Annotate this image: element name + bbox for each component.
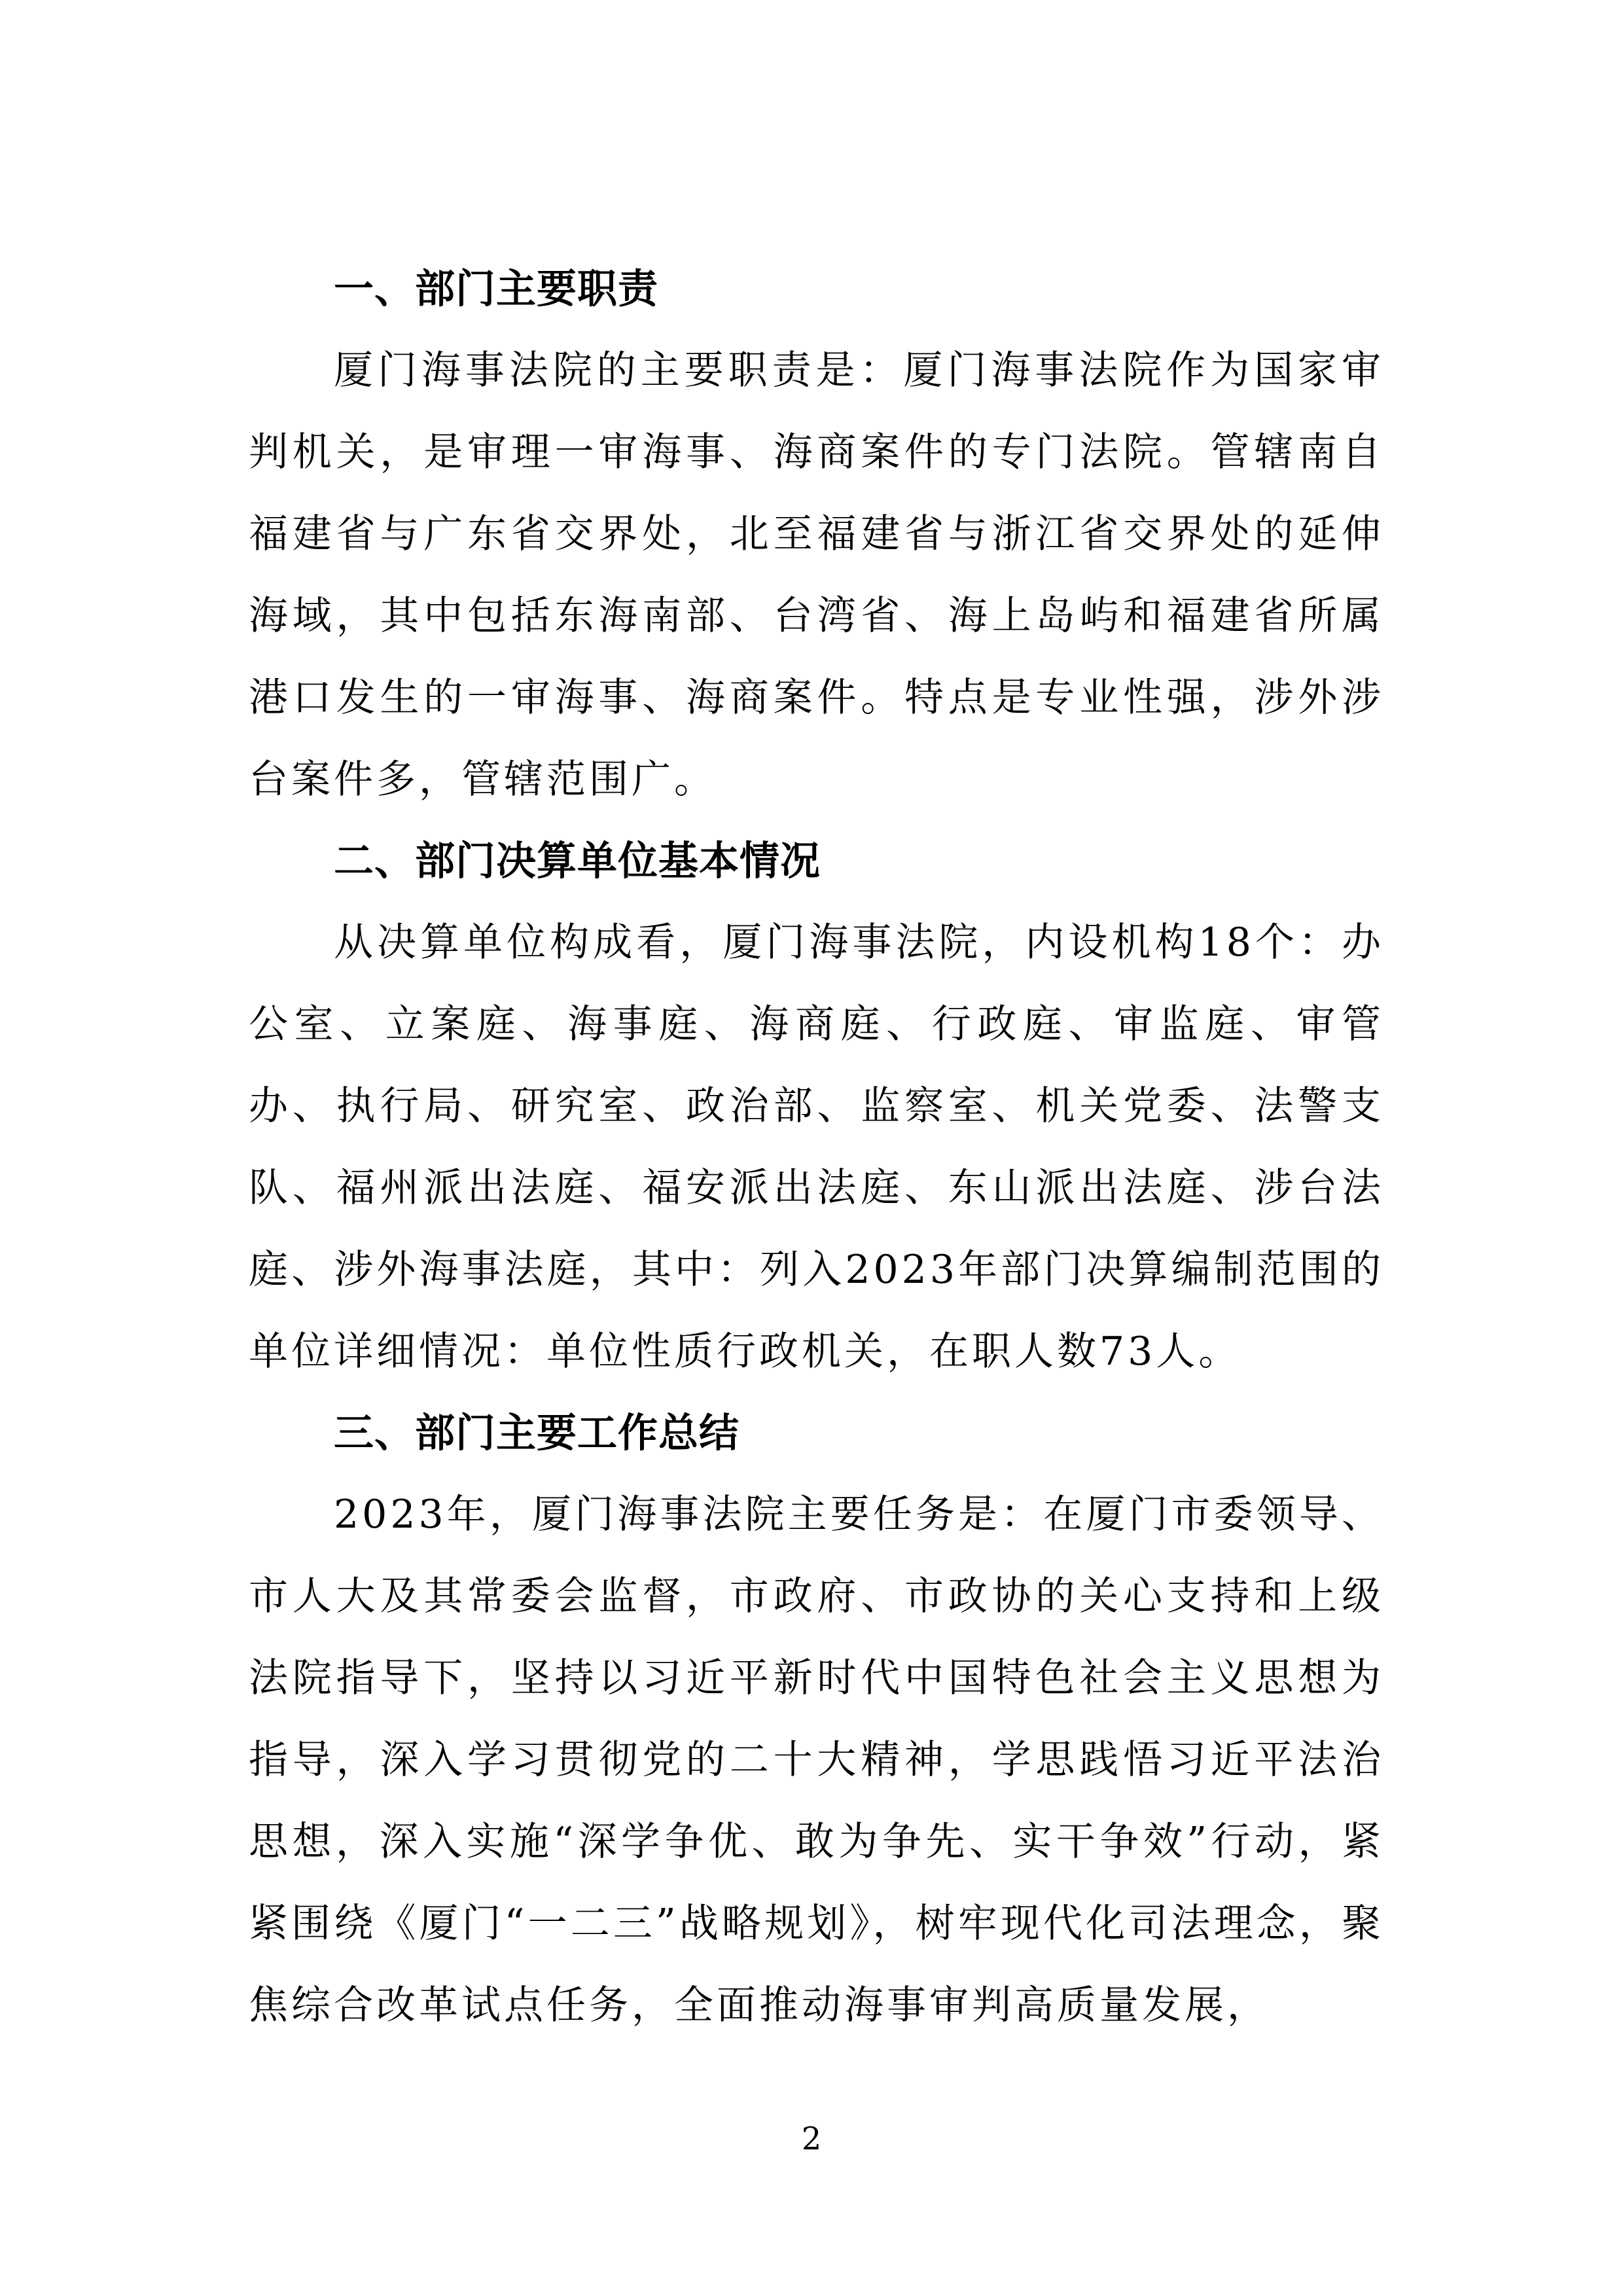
- section-heading-units: 二、部门决算单位基本情况: [334, 838, 821, 884]
- section-paragraph-summary: 2023年，厦门海事法院主要任务是：在厦门市委领导、市人大及其常委会监督，市政府、市政协的关心支持和上级法院指导下，坚持以习近平新时代中国特色社会主义思想为指导，深入学习贯彻党的二十大精神，学思践悟习近平法治思想，深入实施“深学争优、敢为争先、实干争效”行动，紧紧围绕《厦门“一二三”战略规划》，树牢现代化司法理念，聚焦综合改革试点任务，全面推动海事审判高质量发展，: [249, 1492, 1384, 2028]
- page-number: 2: [801, 2121, 822, 2157]
- section-heading-duties: 一、部门主要职责: [334, 266, 659, 312]
- section-heading-summary: 三、部门主要工作总结: [334, 1410, 740, 1456]
- section-paragraph-units: 从决算单位构成看，厦门海事法院，内设机构18个：办公室、立案庭、海事庭、海商庭、行政庭、审监庭、审管办、执行局、研究室、政治部、监察室、机关党委、法警支队、福州派出法庭、福安派出法庭、东山派出法庭、涉台法庭、涉外海事法庭，其中：列入2023年部门决算编制范围的单位详细情况：单位性质行政机关，在职人数73人。: [249, 920, 1384, 1374]
- document-body: [249, 249, 1384, 2047]
- section-paragraph-duties: 厦门海事法院的主要职责是：厦门海事法院作为国家审判机关，是审理一审海事、海商案件的专门法院。管辖南自福建省与广东省交界处，北至福建省与浙江省交界处的延伸海域，其中包括东海南部、台湾省、海上岛屿和福建省所属港口发生的一审海事、海商案件。特点是专业性强，涉外涉台案件多，管辖范围广。: [249, 348, 1384, 802]
